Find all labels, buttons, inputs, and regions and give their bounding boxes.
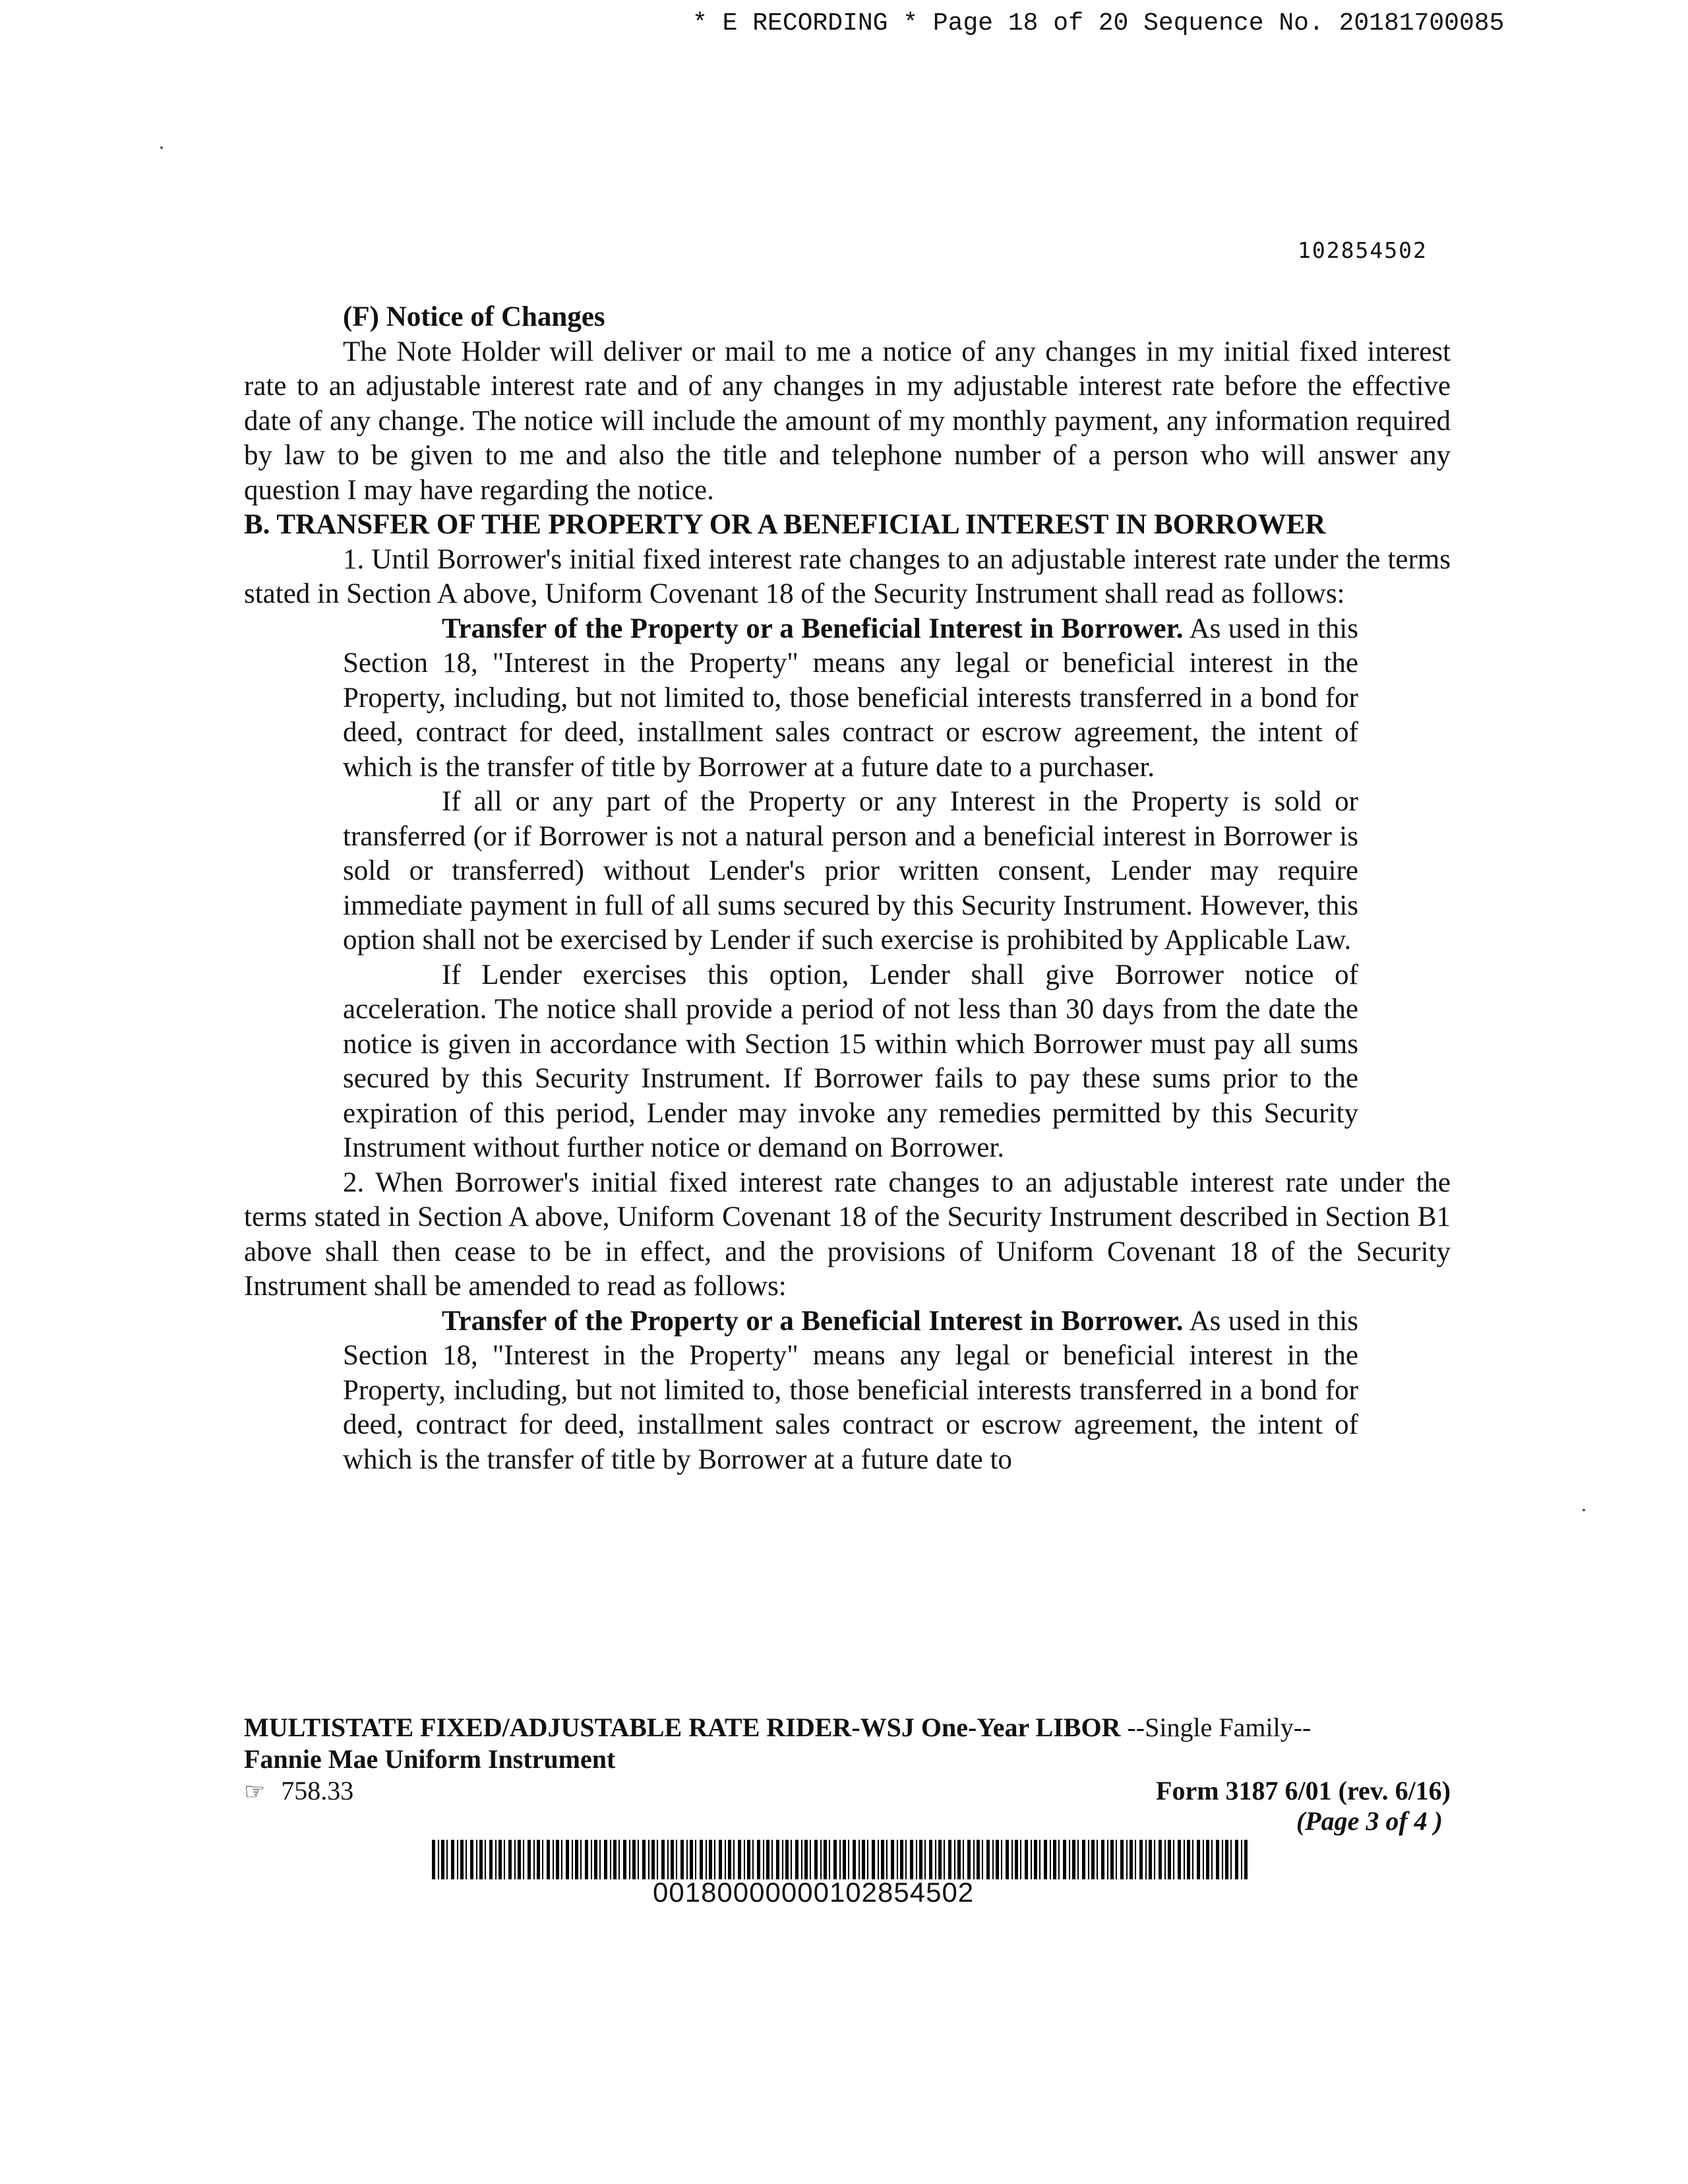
- covenant-18-quote-1: [244, 612, 1358, 1166]
- quote-1-paragraph-3: If Lender exercises this option, Lender shall give Borrower notice of acceleration. The notice shall provide a period of not less than 30 days from the date the notice is given in accordance with Section 15 within which Borrower must pay all sums secured by this Security Instrument. If Borrower fails to pay these sums prior to the expiration of this period, Lender may invoke any remedies permitted by this Security Instrument without further notice or demand on Borrower.: [343, 959, 1358, 1163]
- footer-title-normal: --Single Family--: [1127, 1713, 1311, 1742]
- section-f-text: The Note Holder will deliver or mail to me a notice of any changes in my initial fixed interest rate to an adjustable interest rate and of any changes in my adjustable interest rate before the effective date of any change. The notice will include the amount of my monthly payment, any information required by law to be given to me and also the title and telephone number of a person who will answer any question I may have regarding the notice.: [244, 336, 1451, 506]
- quote-1-paragraph-1: [343, 612, 1358, 785]
- form-code: [244, 1775, 353, 1806]
- loan-number: 102854502: [1298, 237, 1428, 263]
- footer-title: [244, 1712, 1311, 1775]
- quote-1-lead: Transfer of the Property or a Beneficial Interest in Borrower.: [442, 613, 1184, 644]
- form-number: Form 3187 6/01 (rev. 6/16): [1156, 1776, 1451, 1805]
- footer-title-line: [244, 1712, 1311, 1744]
- document-body: [244, 300, 1451, 1477]
- section-b-heading: B. TRANSFER OF THE PROPERTY OR A BENEFICIAL INTEREST IN BORROWER: [244, 509, 1326, 540]
- covenant-18-quote-2: [244, 1304, 1358, 1478]
- section-b-item-1: 1. Until Borrower's initial fixed interest rate changes to an adjustable interest rate under the terms stated in Section A above, Uniform Covenant 18 of the Security Instrument shall read as follows:: [244, 543, 1451, 609]
- barcode-image: [432, 1840, 1250, 1879]
- barcode-number: 00180000000102854502: [653, 1877, 975, 1908]
- scan-speck: [1582, 1509, 1585, 1511]
- footer-title-bold: MULTISTATE FIXED/ADJUSTABLE RATE RIDER-WSJ One-Year LIBOR: [244, 1713, 1121, 1742]
- scan-speck: [160, 146, 163, 149]
- page-indicator: (Page 3 of 4 ): [1296, 1806, 1443, 1836]
- quote-1-text: As used in this Section 18, "Interest in the Property" means any legal or beneficial interest in the Property, including, but not limited to, those beneficial interests transferred in a bond for deed, contract for deed, installment sales contract or escrow agreement, the intent of which is the transfer of title by Borrower at a future date to a purchaser.: [343, 613, 1358, 783]
- section-b-item-2: 2. When Borrower's initial fixed interest rate changes to an adjustable interest rate under the terms stated in Section A above, Uniform Covenant 18 of the Security Instrument described in Section B1 above shall then cease to be in effect, and the provisions of Uniform Covenant 18 of the Security Instrument shall be amended to read as follows:: [244, 1167, 1451, 1302]
- quote-2-text: As used in this Section 18, "Interest in the Property" means any legal or beneficial interest in the Property, including, but not limited to, those beneficial interests transferred in a bond for deed, contract for deed, installment sales contract or escrow agreement, the intent of which is the transfer of title by Borrower at a future date to: [343, 1305, 1358, 1475]
- quote-1-paragraph-2: If all or any part of the Property or any Interest in the Property is sold or transferred (or if Borrower is not a natural person and a beneficial interest in Borrower is sold or transferred) without Lender's prior written consent, Lender may require immediate payment in full of all sums secured by this Security Instrument. However, this option shall not be exercised by Lender if such exercise is prohibited by Applicable Law.: [343, 786, 1358, 956]
- section-f-heading: (F) Notice of Changes: [343, 301, 605, 332]
- footer-subtitle: Fannie Mae Uniform Instrument: [244, 1744, 616, 1774]
- form-code-value: 758.33: [281, 1776, 354, 1805]
- pointing-hand-icon: ☞: [244, 1778, 266, 1805]
- quote-2-paragraph-1: [343, 1304, 1358, 1478]
- quote-2-lead: Transfer of the Property or a Beneficial Interest in Borrower.: [442, 1305, 1184, 1337]
- recording-header: * E RECORDING * Page 18 of 20 Sequence No. 20181700085: [692, 9, 1505, 38]
